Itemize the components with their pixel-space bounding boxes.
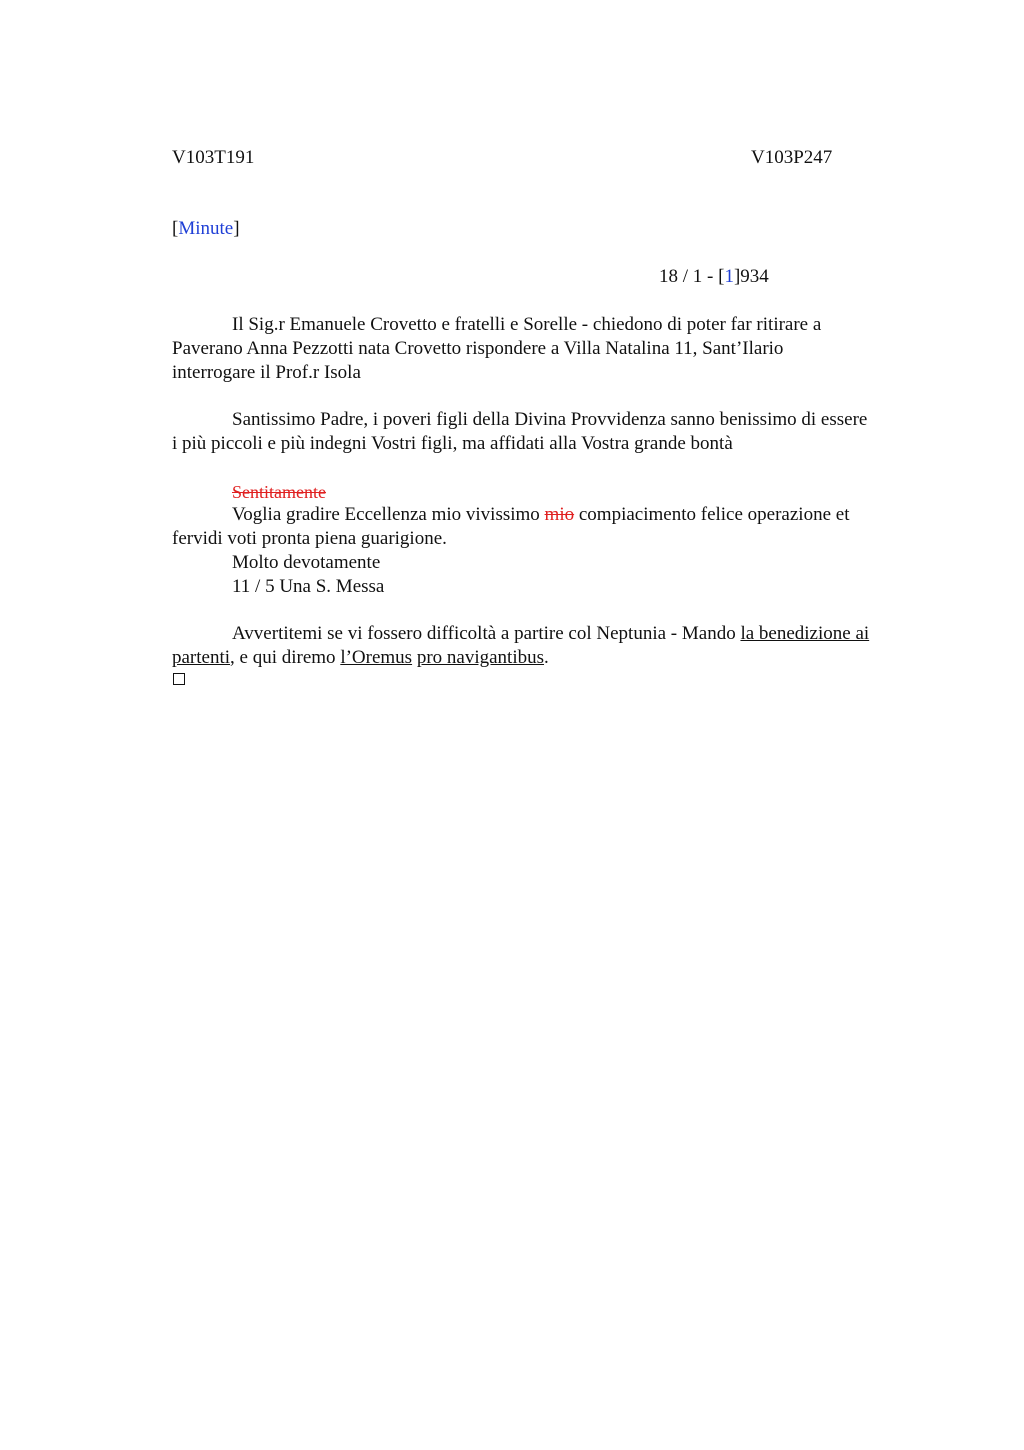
date-suffix: ]934 xyxy=(733,266,769,287)
paragraph3-text-b: compiacimento felice operazione et xyxy=(574,504,850,525)
paragraph2-line1: Santissimo Padre, i poveri figli della Divina Provvidenza sanno benissimo di essere xyxy=(232,409,868,430)
closing-line: Molto devotamente xyxy=(232,552,381,573)
date-prefix: 18 / 1 - [ xyxy=(659,266,725,287)
paragraph4-line1 xyxy=(172,622,869,646)
deleted-word-line xyxy=(172,480,326,504)
paragraph3-deleted-word: mio xyxy=(544,504,575,525)
paragraph3-line1 xyxy=(172,503,849,527)
date-editorial-digit: 1 xyxy=(724,266,734,287)
underlined-pro-navigantibus: pro navigantibus xyxy=(416,647,545,668)
end-box-icon xyxy=(173,673,185,685)
paragraph1-line3: interrogare il Prof.r Isola xyxy=(172,362,361,383)
minute-word: Minute xyxy=(178,218,234,239)
underlined-oremus: l’Oremus xyxy=(340,647,413,668)
paragraph2-line2: i più piccoli e più indegni Vostri figli, ma affidati alla Vostra grande bontà xyxy=(172,433,733,454)
minute-bracket-open: [ xyxy=(172,218,179,239)
paragraph3-text-a: Voglia gradire Eccellenza mio vivissimo xyxy=(232,504,545,525)
paragraph4-underlined-a: la benedizione ai xyxy=(740,623,870,644)
paragraph1-line1: Il Sig.r Emanuele Crovetto e fratelli e Sorelle - chiedono di poter far ritirare a xyxy=(232,314,822,335)
paragraph3-line2: fervidi voti pronta piena guarigione. xyxy=(172,528,447,549)
paragraph1-line2: Paverano Anna Pezzotti nata Crovetto rispondere a Villa Natalina 11, Sant’Ilario xyxy=(172,338,784,359)
paragraph4-period: . xyxy=(544,647,549,668)
paragraph4-text-b: , e qui diremo xyxy=(230,647,341,668)
minute-label xyxy=(172,217,240,241)
deleted-word: Sentitamente xyxy=(232,482,326,502)
header-left-code: V103T191 xyxy=(172,147,255,168)
mass-note: 11 / 5 Una S. Messa xyxy=(232,576,385,597)
minute-bracket-close: ] xyxy=(233,218,240,239)
underlined-partenti: partenti xyxy=(172,647,231,668)
paragraph4-text-a: Avvertitemi se vi fossero difficoltà a partire col Neptunia - Mando xyxy=(232,623,741,644)
paragraph4-line2 xyxy=(172,646,549,670)
header-right-code: V103P247 xyxy=(751,147,833,168)
letter-date xyxy=(659,265,769,289)
